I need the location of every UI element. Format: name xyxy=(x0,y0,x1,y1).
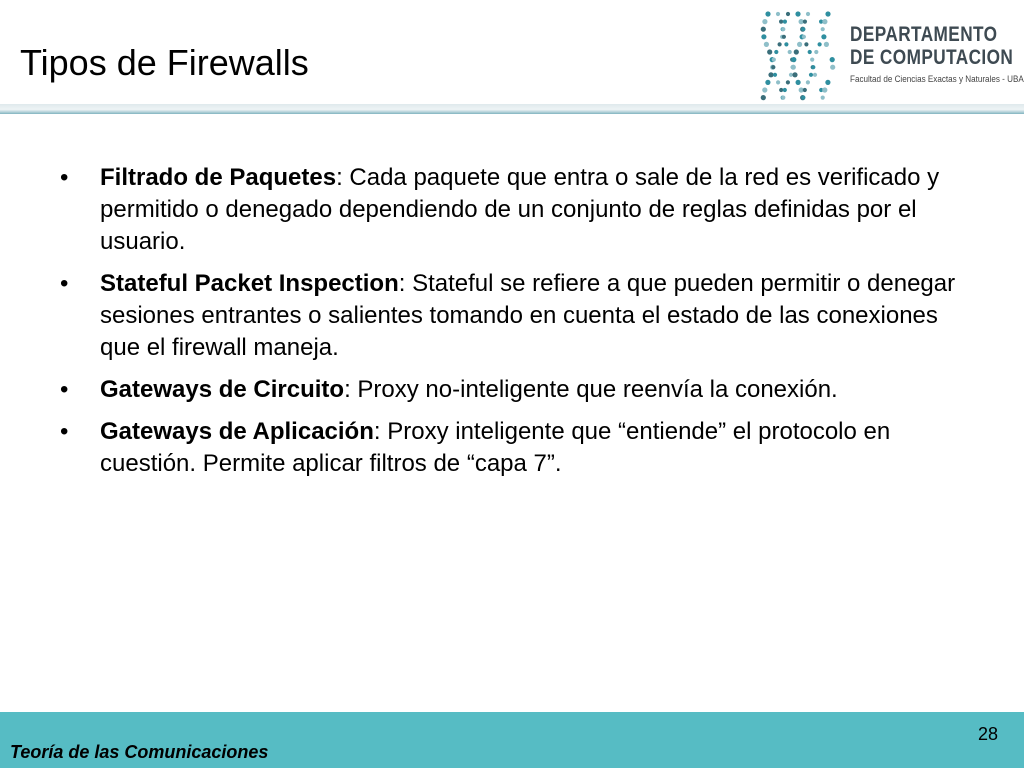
logo-dot xyxy=(765,11,770,16)
bullet-text: : Cada paquete que entra o sale de la red es verificado y permitido o denegado dependiendo de un conjunto de reglas definidas por el usuario. xyxy=(100,164,940,255)
logo-dot xyxy=(814,50,818,54)
bullet-item xyxy=(60,416,960,480)
page-number: 28 xyxy=(978,724,999,744)
logo-dot xyxy=(772,58,776,62)
logo-dot xyxy=(803,88,807,92)
logo-dot xyxy=(803,20,807,24)
bullet-term: Gateways de Aplicación xyxy=(100,418,374,445)
logo-dot xyxy=(762,19,767,24)
logo-dot xyxy=(761,27,766,32)
bullet-symbol: • xyxy=(60,270,69,297)
logo-dot xyxy=(764,42,769,47)
logo-dot xyxy=(801,27,805,31)
bullet-text: : Proxy no-inteligente que reenvía la conexión. xyxy=(344,376,838,403)
logo-dot xyxy=(786,80,790,84)
logo-dot xyxy=(786,12,790,16)
logo-dot xyxy=(818,42,822,46)
logo-dot xyxy=(822,19,827,24)
logo-dot xyxy=(773,73,777,77)
logo-dot xyxy=(830,57,835,62)
logo-dot xyxy=(776,12,780,16)
logo-dot xyxy=(795,11,800,16)
logo-dot xyxy=(822,87,827,92)
logo-dot xyxy=(806,12,810,16)
bullet-term: Gateways de Circuito xyxy=(100,376,345,403)
bullet-term: Filtrado de Paquetes xyxy=(100,164,337,191)
department-logo xyxy=(752,4,1024,108)
logo-dot xyxy=(783,20,787,24)
logo-dot xyxy=(811,65,815,69)
logo-dot xyxy=(762,87,767,92)
bullet-term: Stateful Packet Inspection xyxy=(100,270,399,297)
logo-dot xyxy=(797,42,802,47)
logo-dot xyxy=(821,34,826,39)
logo-dot xyxy=(810,58,814,62)
logo-dot xyxy=(794,49,799,54)
logo-line-1: DEPARTAMENTO xyxy=(850,23,998,46)
bullet-list xyxy=(60,162,960,490)
slide-title: Tipos de Firewalls xyxy=(20,42,309,83)
logo-dot xyxy=(824,42,829,47)
logo-dot xyxy=(791,65,796,70)
logo-dot xyxy=(801,96,805,100)
logo-dot xyxy=(761,34,766,39)
logo-dot xyxy=(825,11,830,16)
logo-dot xyxy=(806,80,810,84)
logo-dot xyxy=(779,88,783,92)
bullet-item xyxy=(60,268,960,364)
logo-dot xyxy=(768,72,773,77)
logo-dot xyxy=(808,50,812,54)
logo-line-3: Facultad de Ciencias Exactas y Naturales - UBA xyxy=(850,74,1024,84)
bullet-symbol: • xyxy=(60,164,69,191)
logo-dot xyxy=(784,42,788,46)
logo-dot xyxy=(821,96,825,100)
logo-dot xyxy=(792,72,797,77)
logo-dot xyxy=(791,57,796,62)
logo-dot xyxy=(783,88,787,92)
logo-dot xyxy=(767,49,772,54)
logo-line-2: DE COMPUTACION xyxy=(850,46,1014,69)
logo-dot xyxy=(781,96,785,100)
logo-dot xyxy=(821,27,825,31)
bullet-text: : Proxy inteligente que “entiende” el protocolo en cuestión. Permite aplicar filtros de “capa 7”. xyxy=(100,418,891,477)
logo-dot xyxy=(782,35,786,39)
logo-dot xyxy=(813,73,817,77)
logo-dot xyxy=(825,80,830,85)
logo-dot xyxy=(776,80,780,84)
footer-bar xyxy=(0,712,1024,768)
logo-dot xyxy=(802,35,806,39)
logo-dot xyxy=(796,80,801,85)
bullet-text: : Stateful se refiere a que pueden permitir o denegar sesiones entrantes o salientes tomando en cuenta el estado de las conexiones que el firewall maneja. xyxy=(100,270,956,361)
logo-dot xyxy=(788,50,792,54)
logo-dot xyxy=(804,42,808,46)
logo-dot xyxy=(781,27,785,31)
logo-dot xyxy=(771,65,775,69)
course-name: Teoría de las Comunicaciones xyxy=(10,742,269,762)
bullet-item xyxy=(60,374,960,406)
header-divider xyxy=(0,104,1024,114)
logo-dot xyxy=(778,42,782,46)
logo-dot xyxy=(765,80,770,85)
logo-dot xyxy=(761,95,766,100)
bullet-item xyxy=(60,162,960,258)
dna-dots-icon xyxy=(758,8,848,106)
logo-dot xyxy=(830,65,835,70)
bullet-symbol: • xyxy=(60,376,69,403)
logo-dot xyxy=(774,50,778,54)
bullet-symbol: • xyxy=(60,418,69,445)
logo-dot xyxy=(779,20,783,24)
logo-dot xyxy=(809,73,813,77)
